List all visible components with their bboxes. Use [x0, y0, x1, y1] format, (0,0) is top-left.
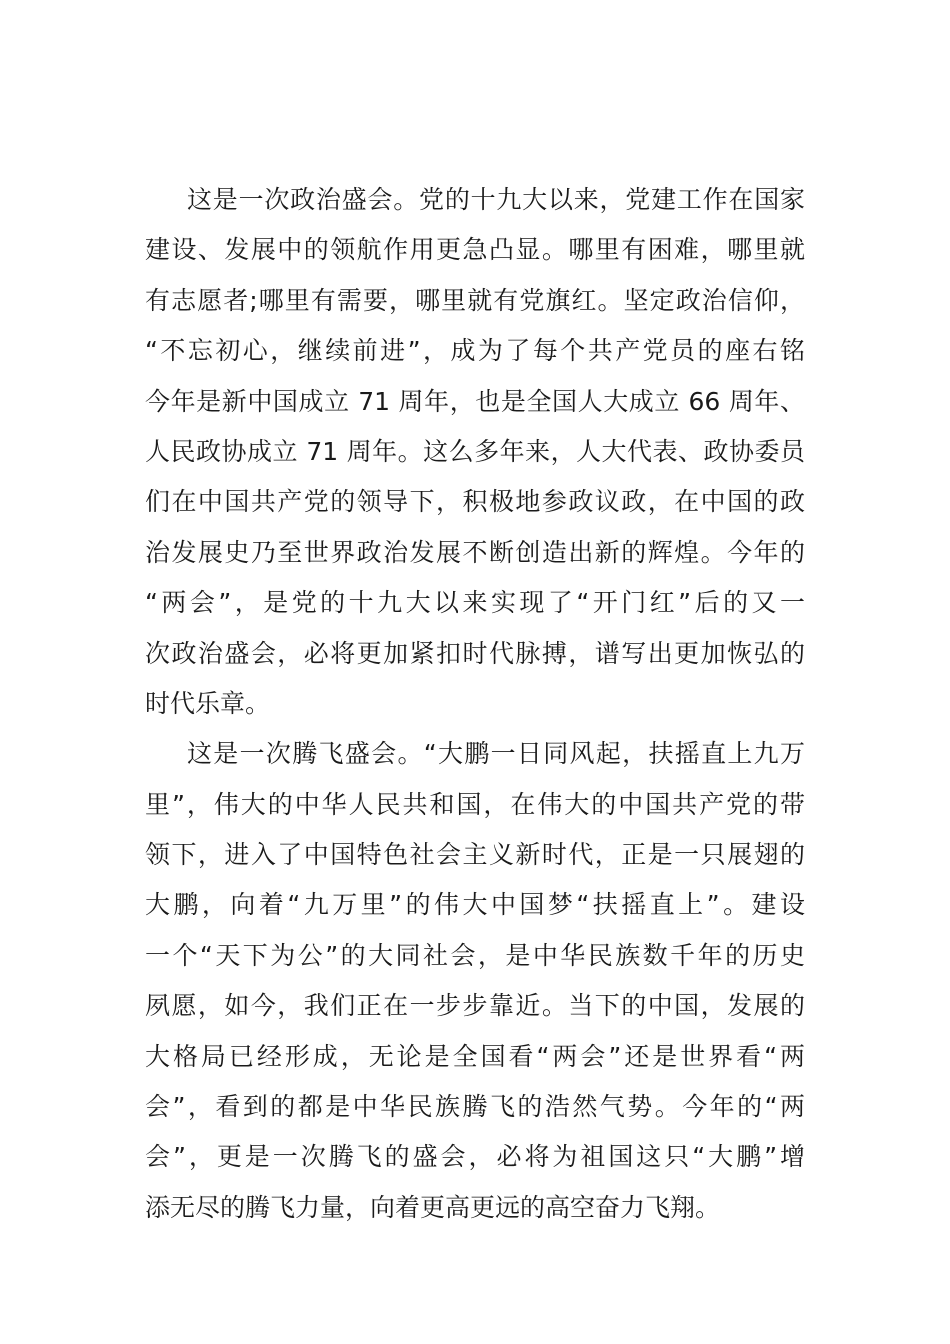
text-line: 这是一次政治盛会。党的十九大以来，党建工作在国家 [187, 185, 805, 214]
text-line: “两会”，是党的十九大以来实现了“开门红”后的又一 [145, 588, 805, 618]
text-line: 们在中国共产党的领导下，积极地参政议政，在中国的政 [145, 487, 805, 517]
text-line: 今年是新中国成立 71 周年，也是全国人大成立 66 周年、 [145, 386, 805, 416]
text-line: 会”，更是一次腾飞的盛会，必将为祖国这只“大鹏”增 [145, 1142, 805, 1172]
text-line: 大格局已经形成，无论是全国看“两会”还是世界看“两 [145, 1041, 805, 1071]
text-line: 领下，进入了中国特色社会主义新时代，正是一只展翅的 [145, 840, 805, 870]
text-line: 大鹏，向着“九万里”的伟大中国梦“扶摇直上”。建设 [145, 890, 805, 920]
text-line: 有志愿者;哪里有需要，哪里就有党旗红。坚定政治信仰， [145, 285, 805, 315]
text-line: “不忘初心，继续前进”，成为了每个共产党员的座右铭 [145, 336, 805, 366]
text-line: 治发展史乃至世界政治发展不断创造出新的辉煌。今年的 [145, 537, 805, 567]
text-line: 建设、发展中的领航作用更急凸显。哪里有困难，哪里就 [145, 235, 805, 265]
text-line: 人民政协成立 71 周年。这么多年来，人大代表、政协委员 [145, 436, 805, 466]
body-text [145, 175, 805, 1233]
text-line: 添无尽的腾飞力量，向着更高更远的高空奋力飞翔。 [145, 1192, 721, 1222]
text-line: 次政治盛会，必将更加紧扣时代脉搏，谱写出更加恢弘的 [145, 638, 805, 668]
text-line: 会”，看到的都是中华民族腾飞的浩然气势。今年的“两 [145, 1092, 805, 1122]
text-line: 夙愿，如今，我们正在一步步靠近。当下的中国，发展的 [145, 991, 805, 1021]
text-line: 一个“天下为公”的大同社会，是中华民族数千年的历史 [145, 940, 805, 970]
text-line: 时代乐章。 [145, 688, 271, 718]
text-line: 里”，伟大的中华人民共和国，在伟大的中国共产党的带 [145, 789, 805, 819]
text-line: 这是一次腾飞盛会。“大鹏一日同风起，扶摇直上九万 [187, 739, 805, 769]
